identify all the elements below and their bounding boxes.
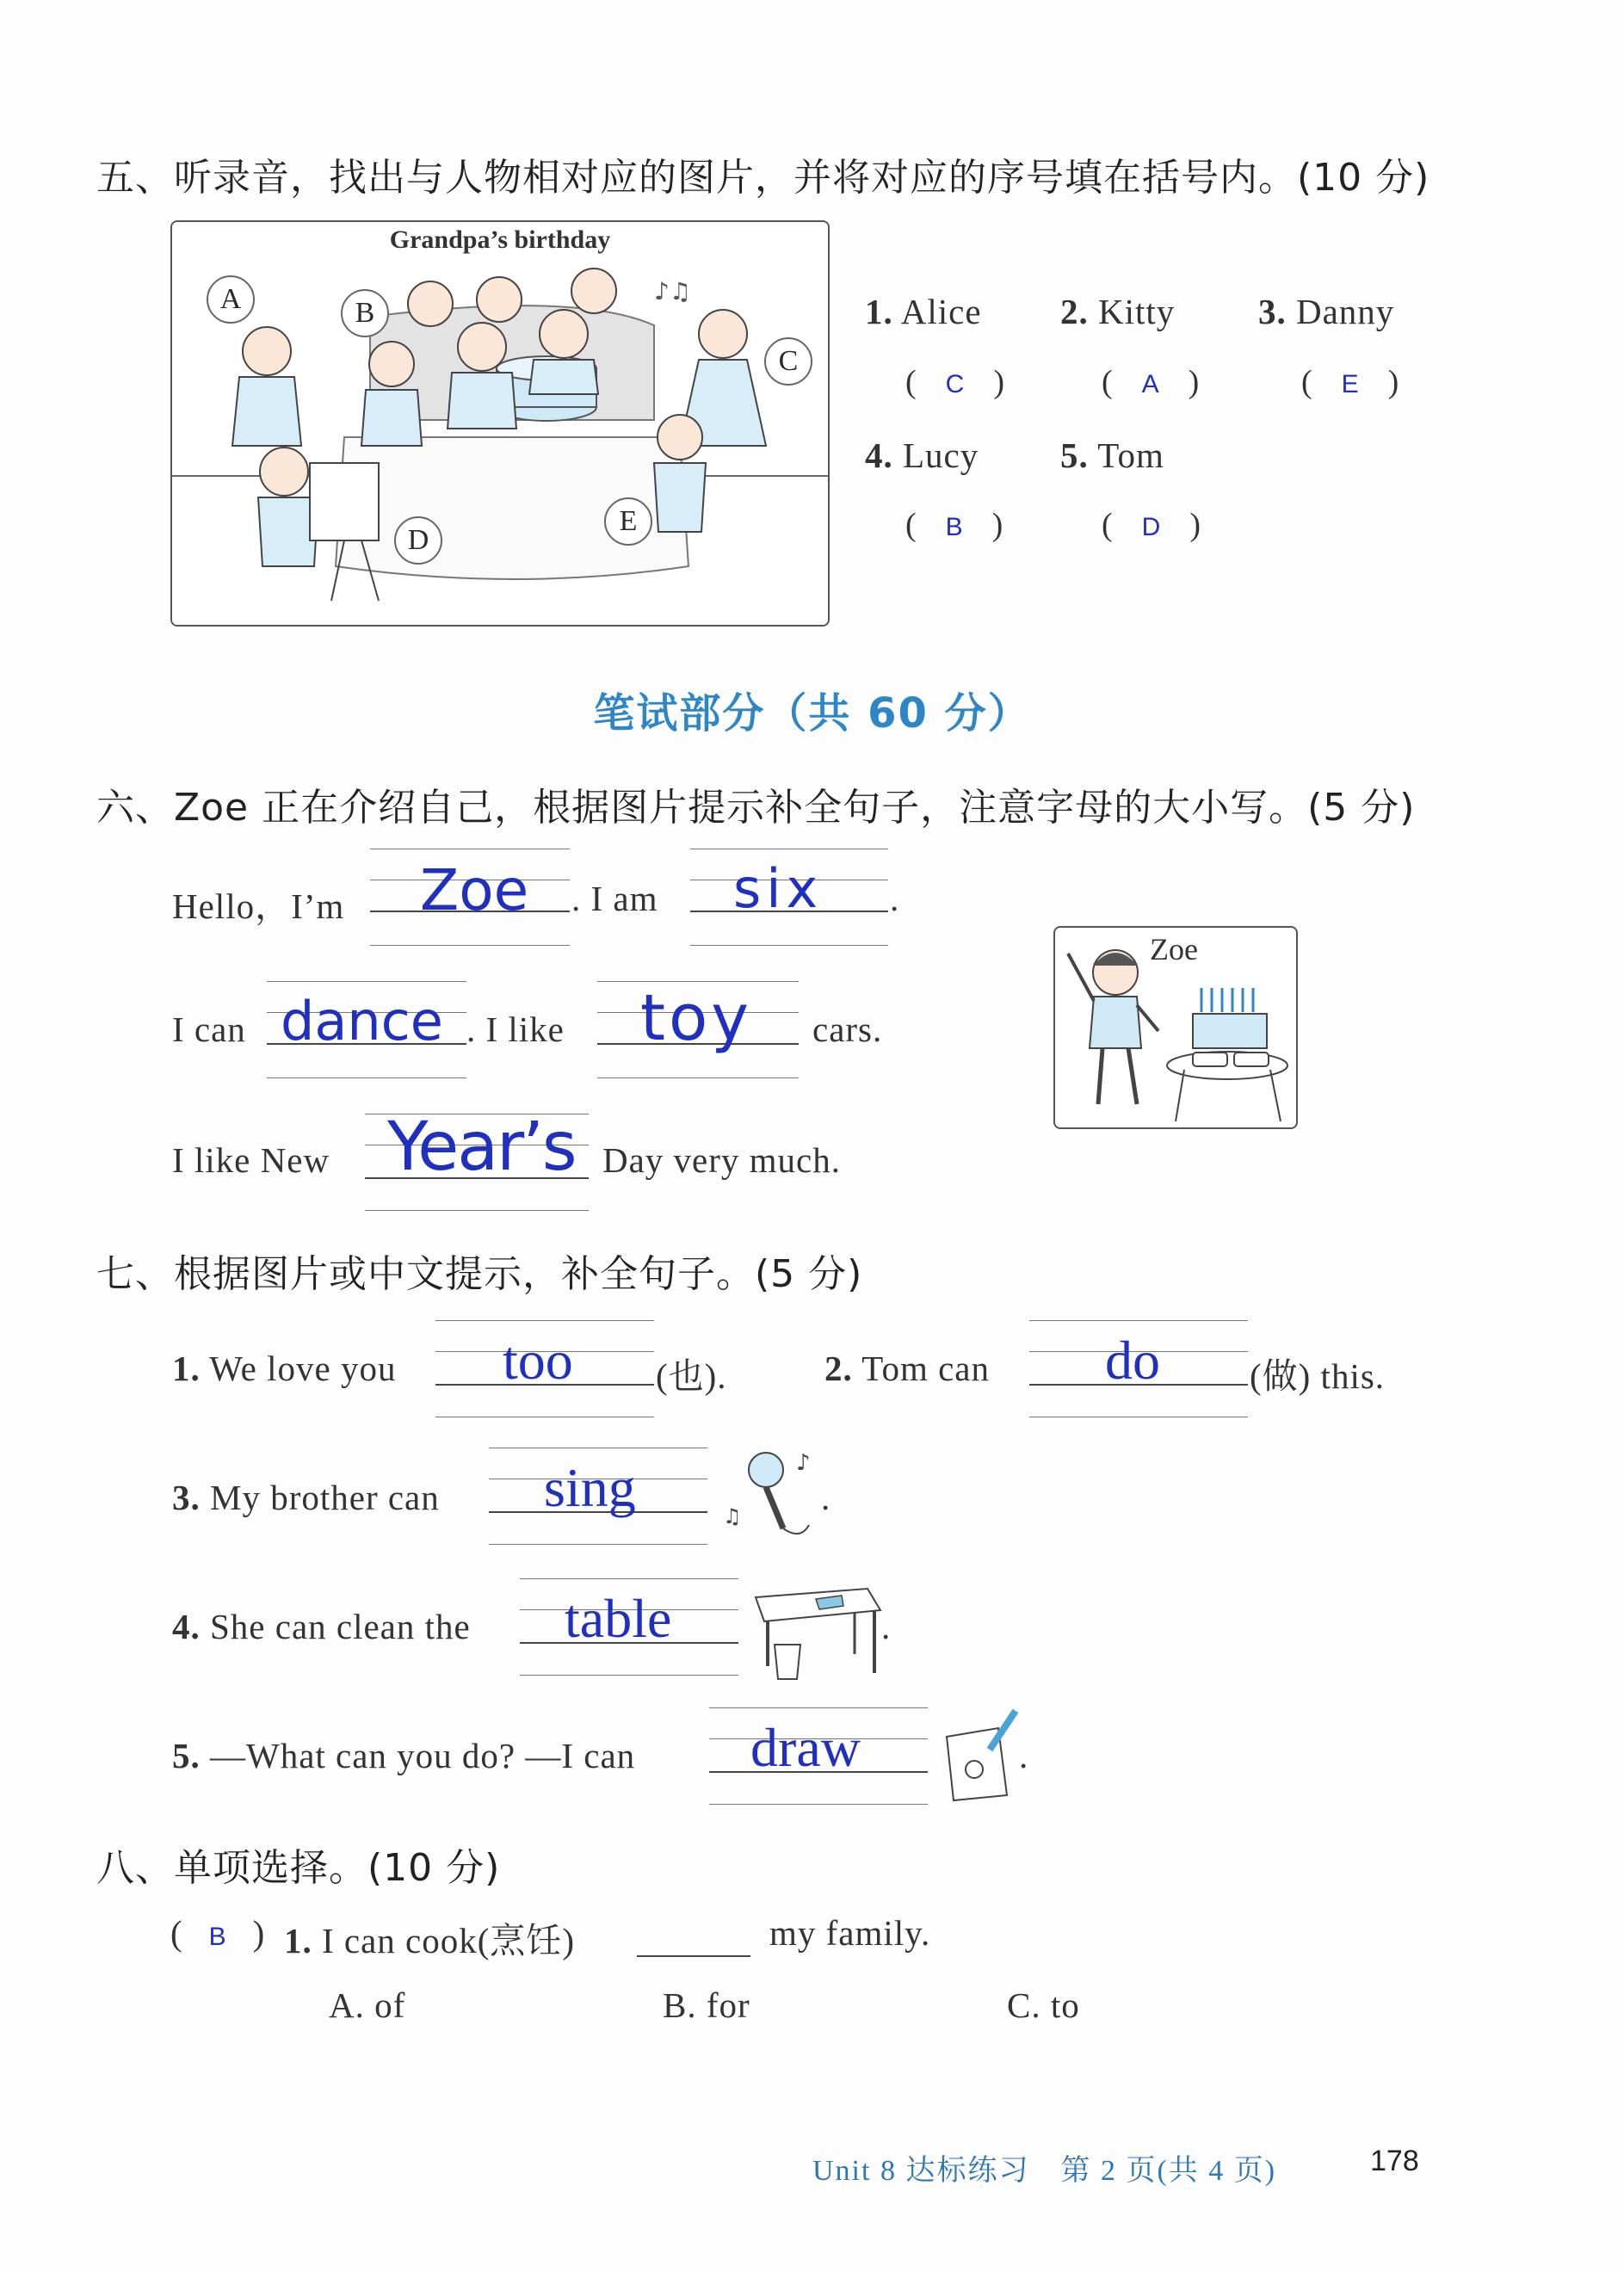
answer-six[interactable]: six	[733, 857, 824, 920]
section6-title: 六、Zoe 正在介绍自己，根据图片提示补全句子，注意字母的大小写。(5 分)	[96, 786, 1416, 830]
s7-q1: 1. We love you	[172, 1349, 397, 1388]
guide-line	[489, 1544, 707, 1545]
guide-line	[1029, 1320, 1248, 1321]
s8-q1-number: 1. I can cook(烹饪)	[284, 1921, 576, 1960]
item-2: 2. Kitty	[1060, 292, 1176, 331]
answer-box-2[interactable]: ( A )	[1102, 364, 1200, 400]
guide-line	[267, 1077, 466, 1078]
drawing-icon	[938, 1702, 1024, 1806]
svg-text:♪: ♪	[796, 1450, 811, 1476]
label-c: C	[764, 337, 812, 386]
guide-line	[365, 1210, 589, 1211]
footer-text: Unit 8 达标练习 第 2 页(共 4 页)	[812, 2155, 1277, 2187]
label-a: A	[207, 275, 255, 324]
guide-line	[709, 1707, 928, 1708]
s6-line2-pre: I can	[172, 1009, 246, 1049]
guide-line	[520, 1578, 738, 1579]
svg-text:♫: ♫	[723, 1504, 742, 1528]
option-c[interactable]: C. to	[1007, 1985, 1080, 2025]
answer-box-3[interactable]: ( E )	[1301, 364, 1399, 400]
guide-line	[597, 1077, 799, 1078]
item-5: 5. Tom	[1060, 435, 1164, 475]
option-a[interactable]: A. of	[329, 1985, 406, 2025]
zoe-picture	[1053, 926, 1298, 1129]
s7-q2: 2. Tom can	[824, 1349, 990, 1388]
answer-table[interactable]: table	[565, 1588, 672, 1649]
item-4: 4. Lucy	[865, 435, 979, 475]
option-b[interactable]: B. for	[663, 1985, 750, 2025]
s6-line3-pre: I like New	[172, 1140, 330, 1180]
label-e: E	[604, 497, 652, 546]
guide-line	[370, 945, 570, 946]
answer-box-4[interactable]: ( B )	[905, 507, 1003, 543]
s8-q1-answer-box[interactable]: ( B )	[170, 1913, 266, 1953]
s6-line1-pre: Hello，I’m	[172, 886, 345, 926]
s6-line2-post: cars.	[812, 1009, 883, 1049]
table-icon	[747, 1571, 885, 1683]
s7-q1-post: (也).	[656, 1356, 727, 1396]
s7-q5-post: .	[1019, 1736, 1029, 1775]
guide-line	[520, 1675, 738, 1676]
guide-line	[435, 1320, 654, 1321]
answer-do[interactable]: do	[1105, 1330, 1160, 1391]
answer-too[interactable]: too	[503, 1330, 573, 1391]
answer-sing[interactable]: sing	[544, 1457, 636, 1518]
s6-line1-mid: . I am	[571, 879, 658, 918]
page-number: 178	[1370, 2145, 1419, 2177]
label-d: D	[394, 516, 442, 565]
label-b: B	[341, 289, 389, 337]
s7-q3-post: .	[821, 1478, 831, 1517]
svg-text:♪♫: ♪♫	[654, 277, 691, 306]
item-3: 3. Danny	[1258, 292, 1395, 331]
birthday-picture	[170, 220, 830, 627]
s7-q4-post: .	[881, 1607, 892, 1646]
answer-draw[interactable]: draw	[750, 1717, 861, 1778]
answer-dance[interactable]: dance	[281, 990, 443, 1053]
s7-q5: 5. —What can you do? —I can	[172, 1736, 636, 1775]
guide-line	[690, 945, 888, 946]
zoe-label: Zoe	[1150, 932, 1198, 966]
answer-years[interactable]: Year’s	[387, 1108, 576, 1186]
written-section-header: 笔试部分（共 60 分）	[593, 689, 1031, 738]
guide-line	[709, 1804, 928, 1805]
birthday-illustration	[172, 222, 828, 625]
s7-q3: 3. My brother can	[172, 1478, 440, 1517]
microphone-icon	[714, 1446, 826, 1540]
picture-title: Grandpa’s birthday	[389, 225, 611, 254]
s6-line3-post: Day very much.	[602, 1140, 841, 1180]
item-1: 1. Alice	[865, 292, 982, 331]
section7-title: 七、根据图片或中文提示，补全句子。(5 分)	[96, 1252, 863, 1296]
blank-line	[637, 1955, 750, 1957]
s8-q1-text-post: my family.	[769, 1913, 931, 1953]
answer-zoe[interactable]: Zoe	[420, 857, 529, 923]
s7-q2-post: (做) this.	[1250, 1356, 1386, 1396]
section5-title: 五、听录音，找出与人物相对应的图片，并将对应的序号填在括号内。(10 分)	[96, 156, 1430, 200]
guide-line	[267, 981, 466, 982]
answer-box-1[interactable]: ( C )	[905, 364, 1004, 400]
s6-line2-mid: . I like	[466, 1009, 565, 1049]
answer-box-5[interactable]: ( D )	[1102, 507, 1201, 543]
answer-toy[interactable]: toy	[640, 981, 753, 1055]
s6-line1-post: .	[890, 879, 900, 918]
s7-q4: 4. She can clean the	[172, 1607, 471, 1646]
section8-title: 八、单项选择。(10 分)	[96, 1846, 501, 1890]
